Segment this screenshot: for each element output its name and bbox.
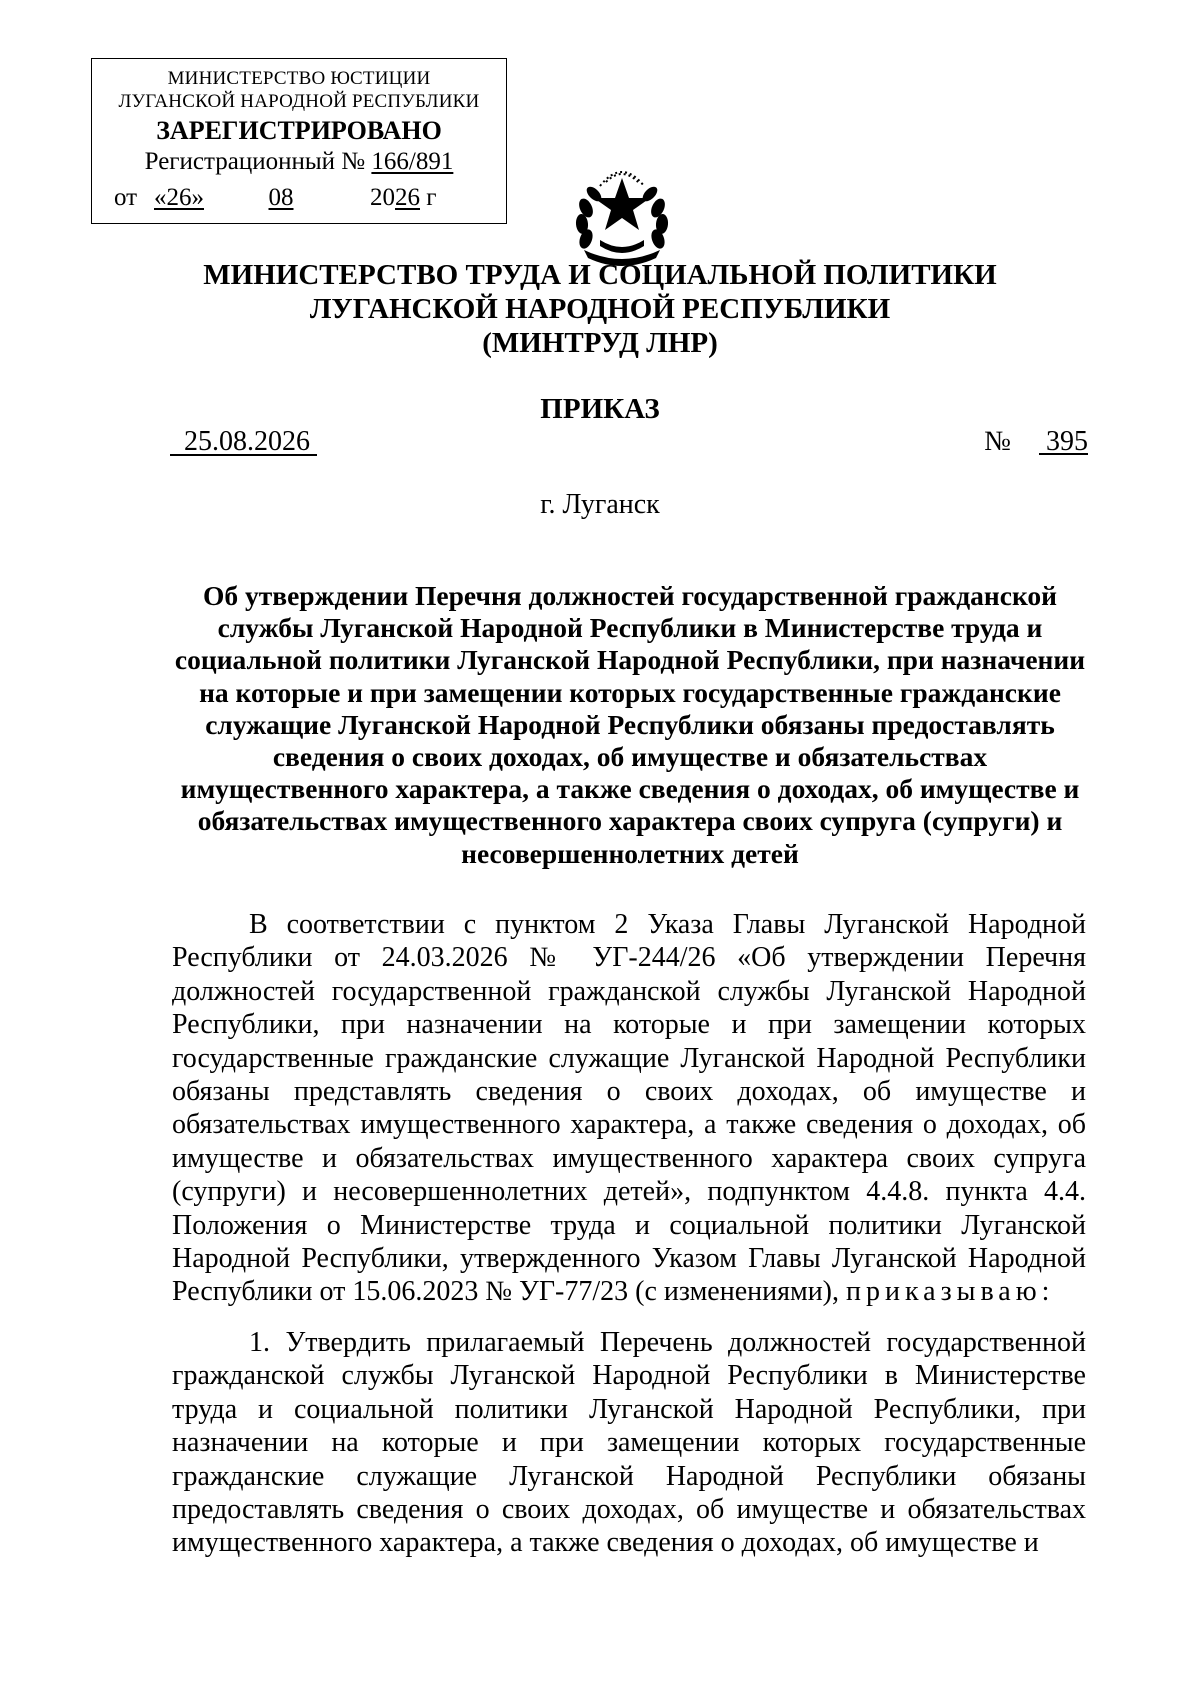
registration-stamp [91,58,507,224]
order-number [984,425,1088,459]
ministry-header [0,258,1200,360]
stamp-from-label: от [114,184,138,211]
order-date-value [170,426,317,457]
stamp-date-line [92,183,506,213]
stamp-reg-number: 166/891 [371,148,454,175]
order-subject: Об утверждении Перечня должностей государственной гражданской службы Луганской Народной Республики в Министерстве труда и социальной политики Луганской Народной Республики, при назначении на которые и при замещении которых государственные гражданские служащие Луганской Народной Республики обязаны предоставлять сведения о своих доходах, об имуществе и обязательствах имущественного характера, а также сведения о доходах, об имуществе и обязательствах имущественного характера своих супруга (супруги) и несовершеннолетних детей [174,580,1086,869]
order-date-text: 25.08.2026 [184,426,310,457]
stamp-registered: ЗАРЕГИСТРИРОВАНО [156,116,442,145]
order-number-value [1039,426,1088,457]
city: г. Луганск [540,489,660,520]
order-word: приказываю: [846,1276,1055,1308]
stamp-reg-number-line [92,147,506,177]
order-date [170,425,317,459]
stamp-year [370,183,437,213]
stamp-reg-label: Регистрационный № [144,148,366,175]
order-number-label: № [984,426,1011,457]
stamp-year-suffix: 26 [395,184,420,211]
ministry-abbreviation: (МИНТРУД ЛНР) [482,327,718,359]
stamp-line-ministry: МИНИСТЕРСТВО ЮСТИЦИИ [167,68,431,89]
coat-of-arms-icon [570,156,674,266]
ministry-name-line1: МИНИСТЕРСТВО ТРУДА И СОЦИАЛЬНОЙ ПОЛИТИКИ [203,259,997,291]
stamp-year-prefix: 20 [370,184,395,211]
stamp-month: 08 [268,184,294,211]
order-number-text: 395 [1046,426,1088,457]
ministry-name-line2: ЛУГАНСКОЙ НАРОДНОЙ РЕСПУБЛИКИ [309,293,891,325]
stamp-line-republic: ЛУГАНСКОЙ НАРОДНОЙ РЕСПУБЛИКИ [118,91,480,112]
document-type: ПРИКАЗ [540,393,660,425]
clause-1-paragraph: 1. Утвердить прилагаемый Перечень должностей государственной гражданской службы Луганской Народной Республики в Министерстве труда и социальной политики Луганской Народной Республики, при назначении на которые и при замещении которых государственные гражданские служащие Луганской Народной Республики обязаны предоставлять сведения о своих доходах, об имуществе и обязательствах имущественного характера, а также сведения о доходах, об имуществе и [172,1327,1086,1559]
stamp-year-end: г [426,184,437,211]
preamble-text: В соответствии с пунктом 2 Указа Главы Луганской Народной Республики от 24.03.2026 № УГ-244/26 «Об утверждении Перечня должностей государственной гражданской службы Луганской Народной Республики, при назначении на которые и при замещении которых государственные гражданские служащие Луганской Народной Республики обязаны представлять сведения о своих доходах, об имуществе и обязательствах имущественного характера, а также сведения о доходах, об имуществе и обязательствах имущественного характера своих супруга (супруги) и несовершеннолетних детей», подпунктом 4.4.8. пункта 4.4. Положения о Министерстве труда и социальной политики Луганской Народной Республики, утвержденного Указом Главы Луганской Народной Республики от 15.06.2023 № УГ-77/23 (с изменениями), [172,909,1086,1308]
preamble-paragraph [172,908,1086,1309]
stamp-day: «26» [154,184,204,211]
